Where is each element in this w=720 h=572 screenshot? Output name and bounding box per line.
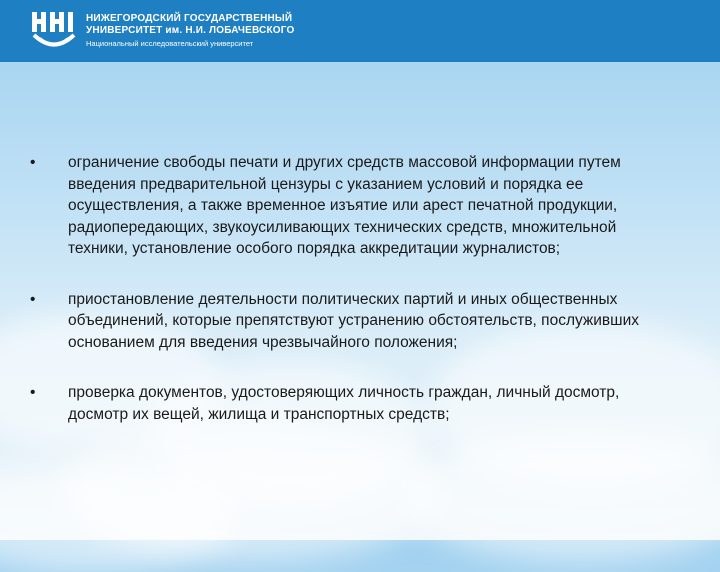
university-name-line2: УНИВЕРСИТЕТ им. Н.И. ЛОБАЧЕВСКОГО — [86, 25, 295, 36]
bullet-marker: • — [30, 290, 36, 308]
bullet-marker: • — [30, 154, 36, 171]
list-item — [30, 152, 680, 260]
list-item-text: приостановление деятельности политических партий и иных общественных объединений, которые препятствуют устранению обстоятельств, послуживших основанием для введения чрезвычайного положения; — [68, 290, 640, 351]
list-item — [30, 382, 680, 425]
university-name-line1: НИЖЕГОРОДСКИЙ ГОСУДАРСТВЕННЫЙ — [86, 13, 293, 24]
list-item-text: проверка документов, удостоверяющих личность граждан, личный досмотр, досмотр их вещей, жилища и транспортных средств; — [68, 384, 620, 423]
list-item — [30, 289, 680, 354]
header-bar — [0, 0, 720, 62]
university-subtitle: Национальный исследовательский университет — [86, 39, 254, 48]
bullet-marker: • — [30, 384, 36, 401]
list-item-text: ограничение свободы печати и других средств массовой информации путем введения предварительной цензуры с указанием условий и порядка ее осуществления, а также временное изъятие или арест печатной продукции, радиопередающих, звукоусиливающих технических средств, множительной техники, установление особого порядка аккредитации журналистов; — [68, 154, 621, 257]
university-logo-icon — [30, 8, 78, 54]
bullet-list — [30, 152, 680, 454]
university-name — [86, 13, 294, 50]
